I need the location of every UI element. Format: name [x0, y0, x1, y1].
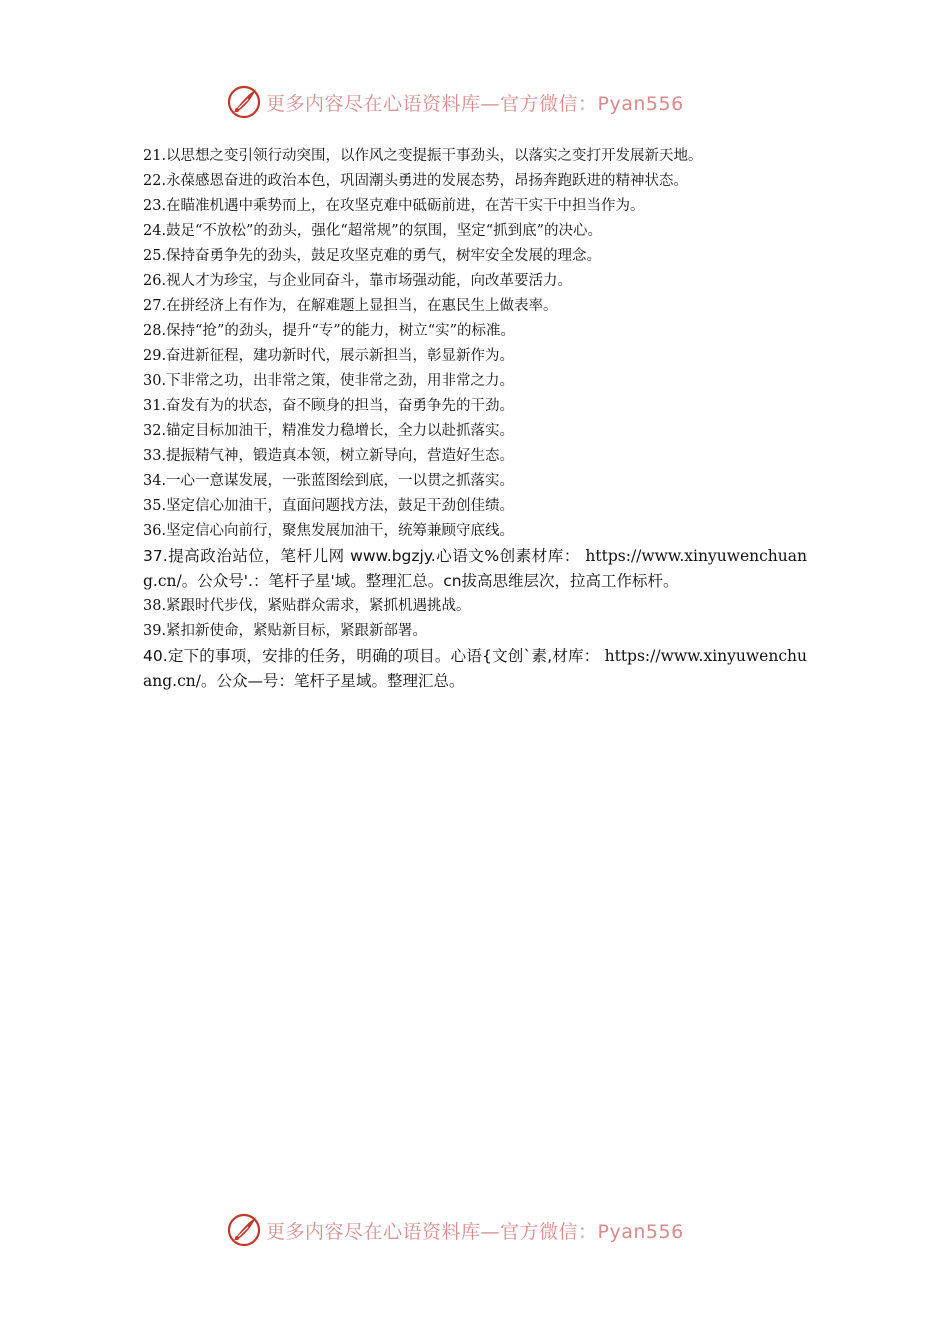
banner-text	[266, 89, 684, 116]
list-item: 31.奋发有为的状态，奋不顾身的担当，奋勇争先的干劲。	[143, 398, 515, 414]
item37-text: 37.提高政治站位，笔杆儿网 www.bgzjy.心语文%创素材库：	[143, 547, 580, 565]
list-item: 21.以思想之变引领行动突围，以作风之变提振干事劲头，以落实之变打开发展新天地。	[143, 148, 703, 164]
banner-label: 更多内容尽在心语资料库—官方微信：	[266, 92, 598, 115]
footer-banner	[226, 1210, 726, 1250]
list-item: 33.提振精气神，锻造真本领，树立新导向，营造好生态。	[143, 448, 515, 464]
list-item: 23.在瞄准机遇中乘势而上，在攻坚克难中砥砺前进，在苦干实干中担当作为。	[143, 198, 645, 214]
item40-text-end: 。公众—号：笔杆子星域。整理汇总。	[200, 672, 465, 690]
list-item: 25.保持奋勇争先的劲头，鼓足攻坚克难的勇气，树牢安全发展的理念。	[143, 248, 602, 264]
list-item: 35.坚定信心加油干，直面问题找方法，鼓足干劲创佳绩。	[143, 498, 515, 514]
banner-label: 更多内容尽在心语资料库—官方微信：	[266, 1220, 598, 1243]
item37-text-end: 。公众号'.：笔杆子星'域。整理汇总。cn拔高思维层次，拉高工作标杆。	[181, 572, 679, 590]
quill-logo-icon	[226, 84, 262, 120]
list-item: 22.永葆感恩奋进的政治本色，巩固潮头勇进的发展态势，昂扬奔跑跃进的精神状态。	[143, 173, 689, 189]
list-item: 34.一心一意谋发展，一张蓝图绘到底，一以贯之抓落实。	[143, 473, 515, 489]
wechat-id: Pyan556	[597, 1220, 684, 1243]
quill-logo-icon	[226, 1212, 262, 1248]
list-item-40	[143, 644, 807, 694]
item40-url: https://www.xinyuwenchuang.cn/	[143, 647, 807, 690]
list-item: 28.保持“抢”的劲头，提升“专”的能力，树立“实”的标准。	[143, 323, 516, 339]
list-item: 26.视人才为珍宝，与企业同奋斗，靠市场强动能，向改革要活力。	[143, 273, 573, 289]
list-item: 32.锚定目标加油干，精准发力稳增长，全力以赴抓落实。	[143, 423, 515, 439]
list-item: 29.奋进新征程，建功新时代，展示新担当，彰显新作为。	[143, 348, 515, 364]
list-item: 30.下非常之功，出非常之策，使非常之劲，用非常之力。	[143, 373, 515, 389]
list-item: 36.坚定信心向前行，聚焦发展加油干，统筹兼顾守底线。	[143, 523, 515, 539]
document-body	[143, 144, 807, 694]
banner-text	[266, 1217, 684, 1244]
list-item-37	[143, 544, 807, 594]
header-banner	[226, 82, 726, 122]
list-item: 39.紧扣新使命，紧贴新目标，紧跟新部署。	[143, 623, 428, 639]
list-item: 38.紧跟时代步伐，紧贴群众需求，紧抓机遇挑战。	[143, 598, 471, 614]
item40-text: 40.定下的事项，安排的任务，明确的项目。心语{文创`素,材库：	[143, 647, 600, 665]
item37-url: https://www.xinyuwenchuang.cn/	[143, 547, 807, 590]
list-item: 27.在拼经济上有作为，在解难题上显担当，在惠民生上做表率。	[143, 298, 558, 314]
list-item: 24.鼓足“不放松”的劲头，强化“超常规”的氛围，坚定“抓到底”的决心。	[143, 223, 603, 239]
wechat-id: Pyan556	[597, 92, 684, 115]
